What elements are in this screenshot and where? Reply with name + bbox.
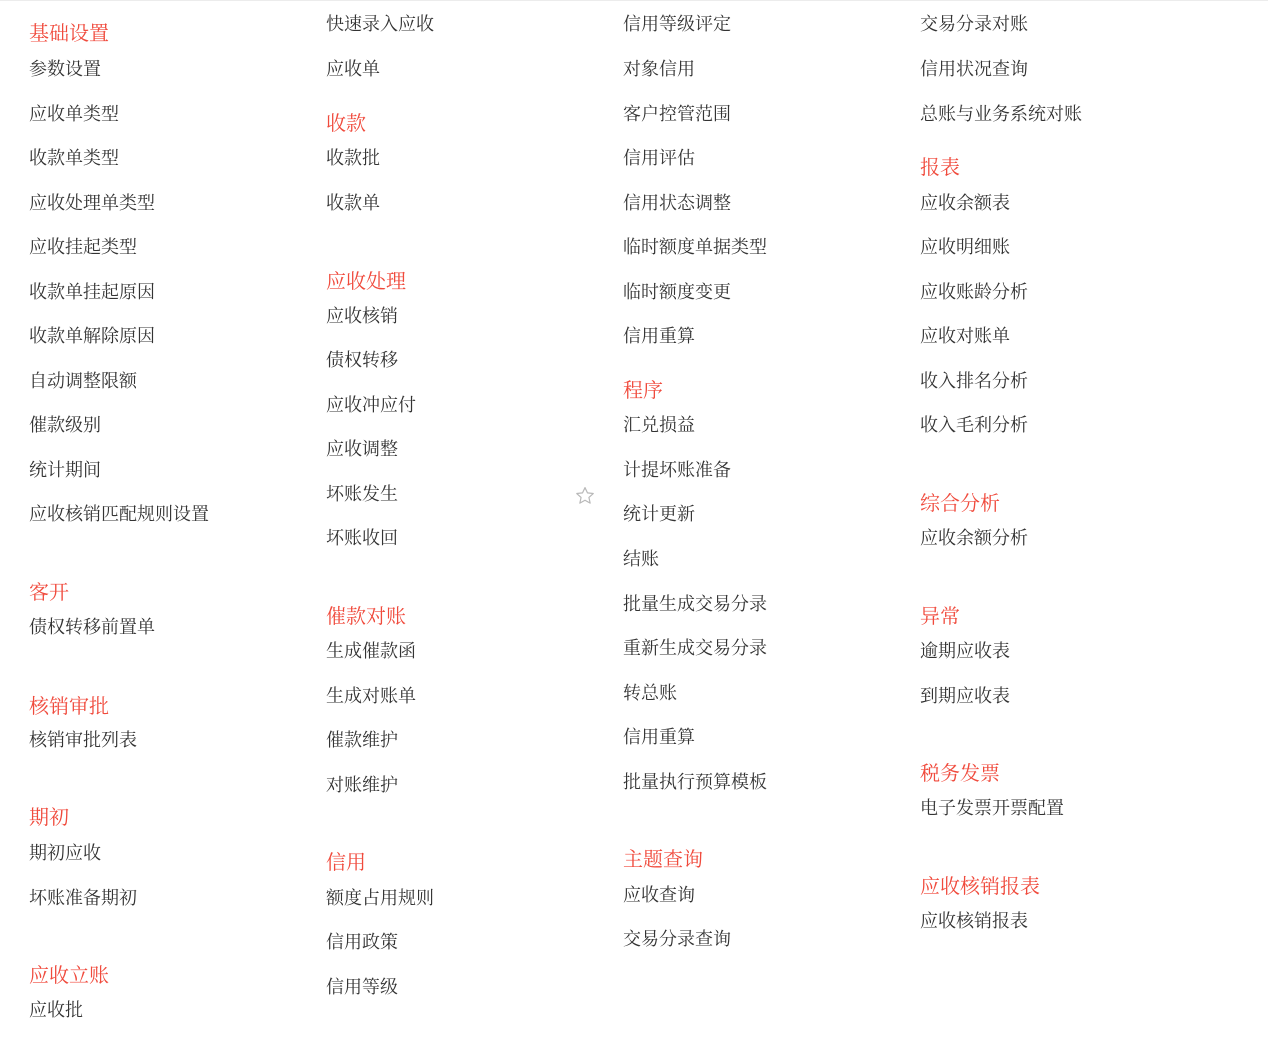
menu-item[interactable]: 应收账龄分析: [920, 282, 1028, 303]
menu-section-heading: 应收核销报表: [920, 874, 1040, 898]
menu-item[interactable]: 坏账发生: [326, 484, 398, 505]
menu-section-heading: 综合分析: [920, 491, 1000, 515]
menu-section-heading: 税务发票: [920, 761, 1000, 785]
menu-item[interactable]: 收款单挂起原因: [29, 282, 155, 303]
menu-item[interactable]: 坏账准备期初: [29, 888, 137, 909]
menu-item[interactable]: 总账与业务系统对账: [920, 104, 1082, 125]
menu-item[interactable]: 收入毛利分析: [920, 415, 1028, 436]
menu-item[interactable]: 债权转移前置单: [29, 617, 155, 638]
menu-item[interactable]: 坏账收回: [326, 528, 398, 549]
menu-section-heading: 异常: [920, 604, 960, 628]
menu-item[interactable]: 信用状况查询: [920, 59, 1028, 80]
menu-section-heading: 应收立账: [29, 963, 109, 987]
menu-item[interactable]: 生成催款函: [326, 641, 416, 662]
menu-item[interactable]: 计提坏账准备: [623, 460, 731, 481]
menu-item[interactable]: 批量执行预算模板: [623, 772, 767, 793]
menu-section-heading: 报表: [920, 155, 960, 179]
menu-item[interactable]: 收入排名分析: [920, 371, 1028, 392]
menu-item[interactable]: 期初应收: [29, 843, 101, 864]
menu-item[interactable]: 应收余额表: [920, 193, 1010, 214]
menu-item[interactable]: 应收明细账: [920, 237, 1010, 258]
menu-item[interactable]: 收款单: [326, 193, 380, 214]
menu-item[interactable]: 收款单解除原因: [29, 326, 155, 347]
menu-item[interactable]: 快速录入应收: [326, 14, 434, 35]
menu-section-heading: 基础设置: [29, 21, 109, 45]
menu-item[interactable]: 收款批: [326, 148, 380, 169]
menu-section-heading: 客开: [29, 580, 69, 604]
menu-section-heading: 主题查询: [623, 847, 703, 871]
menu-item[interactable]: 额度占用规则: [326, 888, 434, 909]
menu-item[interactable]: 应收批: [29, 1000, 83, 1021]
menu-section-heading: 程序: [623, 378, 663, 402]
menu-item[interactable]: 收款单类型: [29, 148, 119, 169]
menu-item[interactable]: 信用等级评定: [623, 14, 731, 35]
menu-item[interactable]: 重新生成交易分录: [623, 638, 767, 659]
menu-item[interactable]: 客户控管范围: [623, 104, 731, 125]
menu-item[interactable]: 批量生成交易分录: [623, 594, 767, 615]
menu-item[interactable]: 应收核销: [326, 306, 398, 327]
menu-item[interactable]: 信用状态调整: [623, 193, 731, 214]
top-divider: [0, 0, 1268, 1]
menu-item[interactable]: 应收余额分析: [920, 528, 1028, 549]
menu-item[interactable]: 生成对账单: [326, 686, 416, 707]
menu-item[interactable]: 信用等级: [326, 977, 398, 998]
menu-item[interactable]: 参数设置: [29, 59, 101, 80]
menu-item[interactable]: 催款级别: [29, 415, 101, 436]
menu-item[interactable]: 应收单: [326, 59, 380, 80]
menu-item[interactable]: 逾期应收表: [920, 641, 1010, 662]
menu-item[interactable]: 信用重算: [623, 727, 695, 748]
menu-item[interactable]: 到期应收表: [920, 686, 1010, 707]
menu-item[interactable]: 债权转移: [326, 350, 398, 371]
menu-item[interactable]: 应收核销报表: [920, 911, 1028, 932]
menu-item[interactable]: 催款维护: [326, 730, 398, 751]
menu-item[interactable]: 汇兑损益: [623, 415, 695, 436]
menu-section-heading: 期初: [29, 805, 69, 829]
menu-item[interactable]: 对账维护: [326, 775, 398, 796]
menu-item[interactable]: 应收核销匹配规则设置: [29, 504, 209, 525]
menu-item[interactable]: 临时额度单据类型: [623, 237, 767, 258]
menu-item[interactable]: 信用政策: [326, 932, 398, 953]
menu-item[interactable]: 交易分录查询: [623, 929, 731, 950]
menu-item[interactable]: 应收处理单类型: [29, 193, 155, 214]
menu-item[interactable]: 应收冲应付: [326, 395, 416, 416]
menu-section-heading: 信用: [326, 850, 366, 874]
menu-item[interactable]: 应收挂起类型: [29, 237, 137, 258]
menu-item[interactable]: 电子发票开票配置: [920, 798, 1064, 819]
menu-item[interactable]: 信用重算: [623, 326, 695, 347]
menu-item[interactable]: 应收调整: [326, 439, 398, 460]
menu-item[interactable]: 核销审批列表: [29, 730, 137, 751]
menu-item[interactable]: 应收对账单: [920, 326, 1010, 347]
menu-item[interactable]: 统计期间: [29, 460, 101, 481]
menu-item[interactable]: 统计更新: [623, 504, 695, 525]
menu-item[interactable]: 结账: [623, 549, 659, 570]
menu-item[interactable]: 信用评估: [623, 148, 695, 169]
menu-item[interactable]: 转总账: [623, 683, 677, 704]
menu-item[interactable]: 自动调整限额: [29, 371, 137, 392]
menu-section-heading: 核销审批: [29, 694, 109, 718]
menu-section-heading: 收款: [326, 111, 366, 135]
menu-item[interactable]: 应收查询: [623, 885, 695, 906]
menu-section-heading: 催款对账: [326, 604, 406, 628]
menu-section-heading: 应收处理: [326, 269, 406, 293]
menu-item[interactable]: 交易分录对账: [920, 14, 1028, 35]
favorite-star-icon[interactable]: [574, 485, 596, 507]
menu-item[interactable]: 临时额度变更: [623, 282, 731, 303]
menu-item[interactable]: 应收单类型: [29, 104, 119, 125]
menu-item[interactable]: 对象信用: [623, 59, 695, 80]
